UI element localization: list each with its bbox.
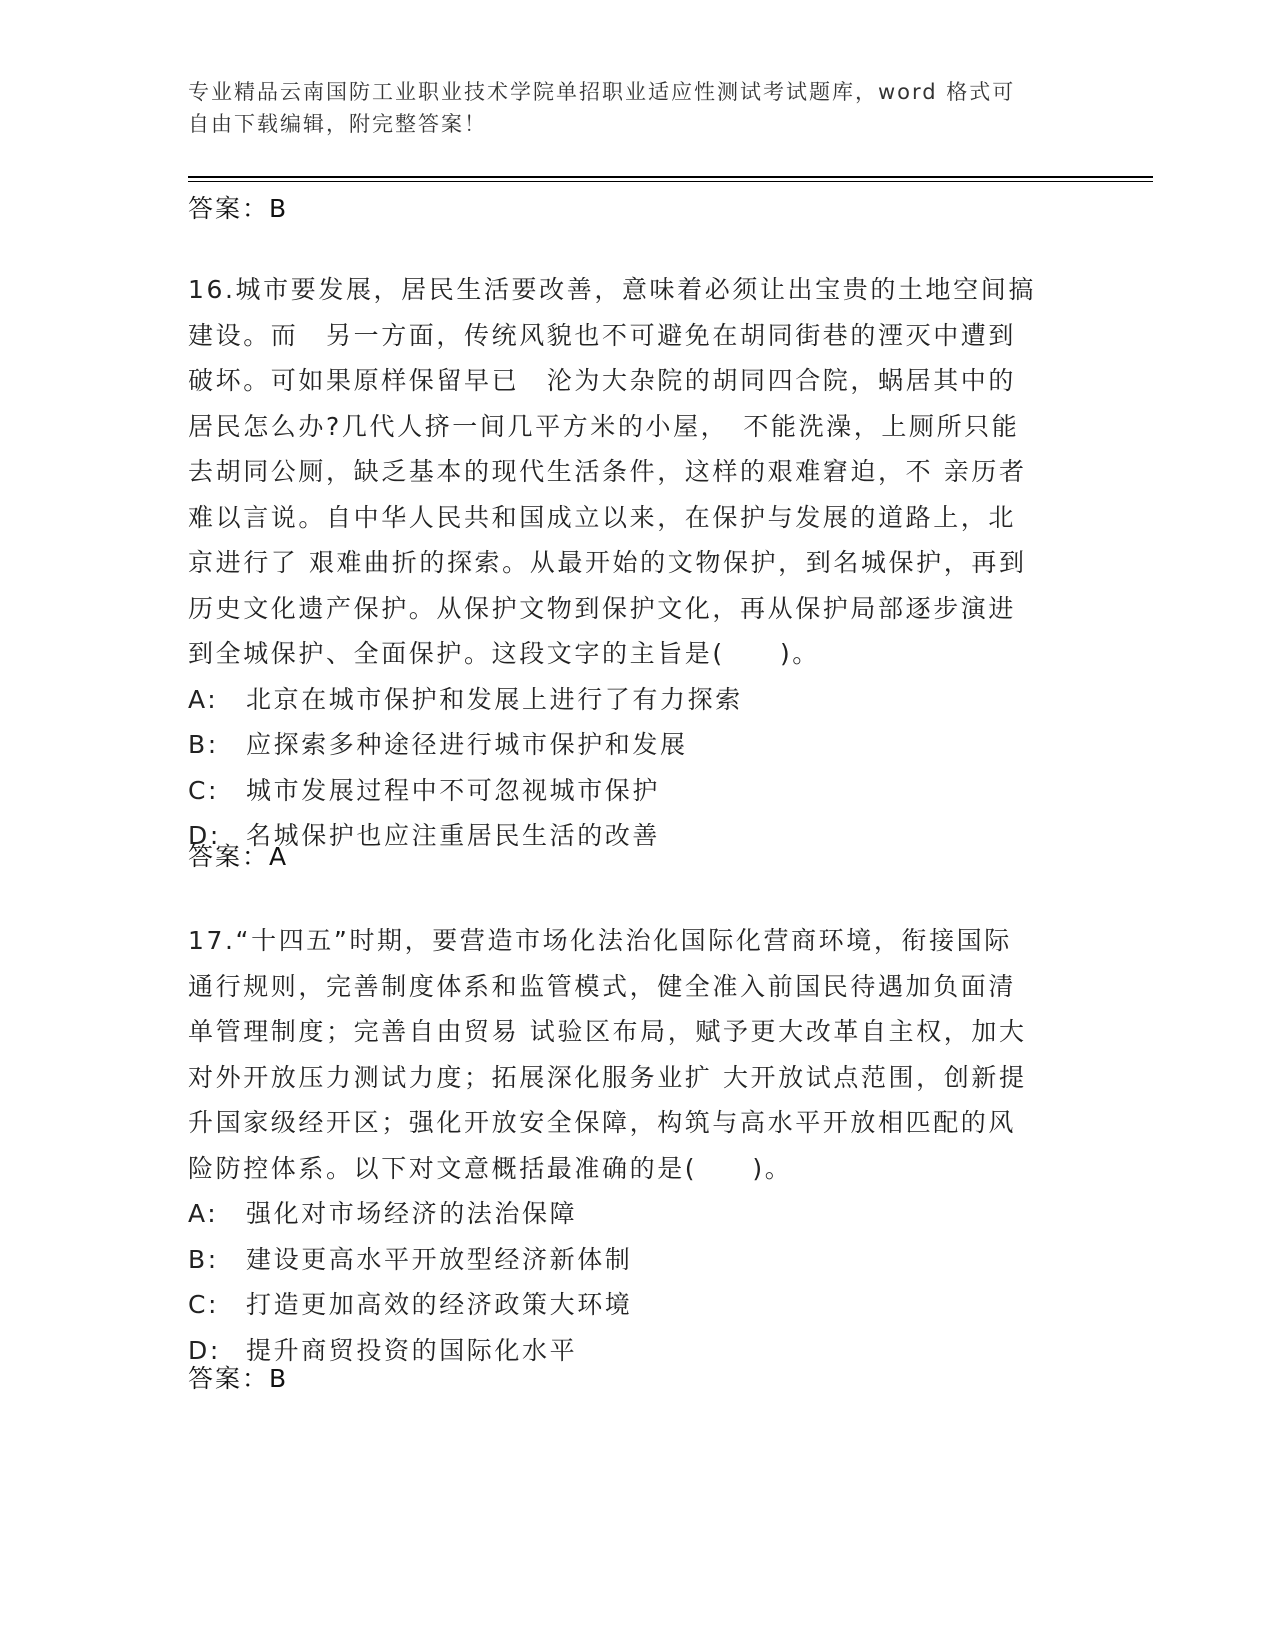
question-line: 升国家级经开区；强化开放安全保障，构筑与高水平开放相匹配的风 [188,1108,1017,1137]
answer-line: 答案：A [188,842,289,871]
question-line: 16.城市要发展，居民生活要改善，意味着必须让出宝贵的土地空间搞 [188,275,1036,304]
option-text: 提升商贸投资的国际化水平 [246,1335,578,1365]
option-c [188,1282,1088,1328]
page-header [188,76,1088,140]
option-text: 打造更加高效的经济政策大环境 [246,1290,633,1319]
option-c [188,768,1088,814]
option-text: 应探索多种途径进行城市保护和发展 [246,730,688,759]
option-a [188,677,1088,723]
option-d [188,1328,1088,1374]
question-line: 到全城保护、全面保护。这段文字的主旨是( )。 [188,639,820,668]
option-key: D: [188,821,221,850]
option-d [188,813,1088,859]
question-16 [188,267,1088,859]
answer-line: 答案：B [188,194,289,223]
question-line: 险防控体系。以下对文意概括最准确的是( )。 [188,1153,793,1183]
option-text: 北京在城市保护和发展上进行了有力探索 [246,684,743,714]
option-key: C: [188,1290,220,1319]
question-line: 历史文化遗产保护。从保护文物到保护文化，再从保护局部逐步演进 [188,593,1017,623]
option-text: 强化对市场经济的法治保障 [246,1199,578,1228]
option-key: A: [188,684,219,714]
header-line-1: 专业精品云南国防工业职业技术学院单招职业适应性测试考试题库，word 格式可 [188,80,1016,104]
option-key: A: [188,1199,219,1228]
option-key: C: [188,775,220,805]
header-rule-thin [188,181,1153,182]
answer-line: 答案：B [188,1364,289,1393]
option-key: D: [188,1335,221,1365]
question-line: 难以言说。自中华人民共和国成立以来，在保护与发展的道路上，北 [188,502,1017,532]
option-b [188,1237,1088,1283]
question-line: 17.“十四五”时期，要营造市场化法治化国际化营商环境，衔接国际 [188,926,1012,955]
option-key: B: [188,1244,219,1274]
option-key: B: [188,730,219,759]
question-line: 破坏。可如果原样保留早已 沦为大杂院的胡同四合院，蜗居其中的 [188,366,1017,395]
question-line: 去胡同公厕，缺乏基本的现代生活条件，这样的艰难窘迫，不 亲历者 [188,457,1027,486]
header-line-2: 自由下载编辑，附完整答案！ [188,112,487,136]
question-17 [188,918,1088,1373]
option-b [188,722,1088,768]
question-line: 对外开放压力测试力度；拓展深化服务业扩 大开放试点范围，创新提 [188,1062,1027,1092]
header-rule-thick [188,176,1153,178]
option-a [188,1191,1088,1237]
option-text: 城市发展过程中不可忽视城市保护 [246,775,661,805]
option-text: 名城保护也应注重居民生活的改善 [246,821,661,850]
question-line: 建设。而 另一方面，传统风貌也不可避免在胡同街巷的湮灭中遭到 [188,320,1017,350]
question-line: 单管理制度；完善自由贸易 试验区布局，赋予更大改革自主权，加大 [188,1017,1027,1046]
question-line: 京进行了 艰难曲折的探索。从最开始的文物保护，到名城保护，再到 [188,548,1027,577]
question-line: 居民怎么办?几代人挤一间几平方米的小屋， 不能洗澡，上厕所只能 [188,411,1020,441]
option-text: 建设更高水平开放型经济新体制 [246,1244,633,1274]
question-line: 通行规则，完善制度体系和监管模式，健全准入前国民待遇加负面清 [188,971,1017,1001]
